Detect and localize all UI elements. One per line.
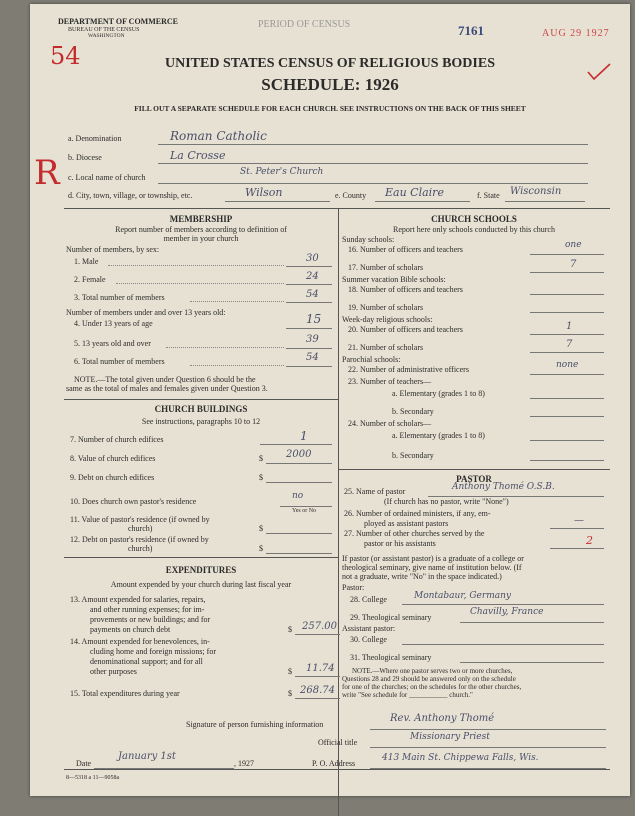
q9-label: 9. Debt on church edifices <box>70 473 155 482</box>
q10-hint: Yes or No <box>292 508 317 514</box>
q27-value: 2 <box>586 534 593 547</box>
margin-number: 54 <box>50 42 81 70</box>
q5-line <box>286 348 332 349</box>
q2-line <box>286 284 332 285</box>
q22-label: 22. Number of administrative officers <box>348 365 469 374</box>
church-name-value: St. Peter's Church <box>240 167 324 177</box>
q21-value: 7 <box>566 339 573 350</box>
address-label: P. O. Address <box>312 759 356 768</box>
q30-line <box>402 644 604 645</box>
q24a-line <box>530 440 604 441</box>
schools-bottom-rule <box>338 469 610 470</box>
q24a-label: a. Elementary (grades 1 to 8) <box>392 431 485 440</box>
q14-line-4: other purposes <box>90 667 137 676</box>
q28-line <box>402 604 604 605</box>
q13-value: 257.00 <box>302 621 337 632</box>
church-name-line <box>158 183 588 184</box>
q12-label-b: church) <box>128 544 153 553</box>
address-line <box>370 768 606 769</box>
q10-label: 10. Does church own pastor's residence <box>70 497 197 506</box>
q9-dollar: $ <box>259 473 263 482</box>
pastor-note-2: Questions 28 and 29 should be answered only on the schedule <box>342 675 516 683</box>
q11-label-a: 11. Value of pastor's residence (if owned by <box>70 515 210 524</box>
q14-dollar: $ <box>288 667 292 676</box>
pastor-note-1: NOTE.—Where one pastor serves two or more churches, <box>352 667 513 675</box>
q21-line <box>530 352 604 353</box>
weekday-schools-label: Week-day religious schools: <box>342 315 433 324</box>
denomination-value: Roman Catholic <box>170 129 267 143</box>
q1-value: 30 <box>306 253 319 264</box>
pastor-note-3: for one of the churches; on the schedules for the other churches, <box>342 683 522 691</box>
q13-line <box>295 634 340 635</box>
signature-line <box>370 729 606 730</box>
official-title-value: Missionary Priest <box>410 732 490 742</box>
membership-bottom-rule <box>64 399 338 400</box>
q25-label: 25. Name of pastor <box>344 487 406 496</box>
q5-label: 5. 13 years old and over <box>74 339 151 348</box>
signature-label: Signature of person furnishing information <box>186 720 324 729</box>
city-label: d. City, town, village, or township, etc. <box>68 191 193 200</box>
q19-label: 19. Number of scholars <box>348 303 424 312</box>
q12-dollar: $ <box>259 544 263 553</box>
q6-label: 6. Total number of members <box>74 357 165 366</box>
q25-value: Anthony Thomé O.S.B. <box>452 482 555 492</box>
department-name: DEPARTMENT OF COMMERCE <box>58 17 179 26</box>
census-form-sheet <box>30 4 630 796</box>
q7-line <box>260 444 332 445</box>
state-value: Wisconsin <box>510 186 562 197</box>
denomination-line <box>158 144 588 145</box>
diocese-label: b. Diocese <box>68 153 102 162</box>
q11-label-b: church) <box>128 524 153 533</box>
q8-line <box>266 463 332 464</box>
parochial-schools-label: Parochial schools: <box>342 355 401 364</box>
q6-value: 54 <box>306 352 319 363</box>
address-value: 413 Main St. Chippewa Falls, Wis. <box>382 753 539 763</box>
denomination-label: a. Denomination <box>68 134 122 143</box>
q20-label: 20. Number of officers and teachers <box>348 325 463 334</box>
q3-line <box>286 302 332 303</box>
assistant-sublabel: Assistant pastor: <box>342 624 396 633</box>
q11-dollar: $ <box>259 524 263 533</box>
q27-line <box>550 548 604 549</box>
expenditures-heading: EXPENDITURES <box>165 565 237 575</box>
q3-dots <box>190 301 284 302</box>
q31-label: 31. Theological seminary <box>350 653 432 662</box>
graduate-note-1: If pastor (or assistant pastor) is a graduate of a college or <box>342 554 524 563</box>
q26-line <box>550 528 604 529</box>
section-bottom-rule <box>64 769 610 770</box>
q3-label: 3. Total number of members <box>74 293 165 302</box>
q3-value: 54 <box>306 289 319 300</box>
q18-label: 18. Number of officers and teachers <box>348 285 463 294</box>
q4-line <box>286 328 332 329</box>
q15-value: 268.74 <box>300 685 335 696</box>
q15-line <box>295 698 340 699</box>
by-age-label: Number of members under and over 13 years old: <box>66 308 226 317</box>
state-label: f. State <box>477 191 500 200</box>
membership-intro-1: Report number of members according to definition of <box>115 225 287 234</box>
buildings-heading: CHURCH BUILDINGS <box>154 404 248 414</box>
church-name-label: c. Local name of church <box>68 173 146 182</box>
q19-line <box>530 312 604 313</box>
membership-note-1: NOTE.—The total given under Question 6 should be the <box>74 375 256 384</box>
q2-value: 24 <box>306 271 319 282</box>
section-top-rule <box>64 208 610 209</box>
q16-label: 16. Number of officers and teachers <box>348 245 463 254</box>
q14-line-1: 14. Amount expended for benevolences, in- <box>70 637 210 646</box>
county-line <box>375 201 470 202</box>
q1-line <box>286 266 332 267</box>
q13-line-3: provements or new buildings; and for <box>90 615 211 624</box>
q2-dots <box>116 283 284 284</box>
q26-label-b: ployed as assistant pastors <box>364 519 449 528</box>
q27-label-b: pastor or his assistants <box>364 539 436 548</box>
q21-label: 21. Number of scholars <box>348 343 424 352</box>
q14-line <box>295 676 340 677</box>
q11-line <box>266 533 332 534</box>
pastor-heading: PASTOR <box>456 474 492 484</box>
vacation-schools-label: Summer vacation Bible schools: <box>342 275 446 284</box>
received-date-stamp: AUG 29 1927 <box>542 28 610 39</box>
q2-label: 2. Female <box>74 275 106 284</box>
column-divider <box>338 208 339 816</box>
county-value: Eau Claire <box>385 186 444 199</box>
state-line <box>505 201 585 202</box>
q14-line-2: cluding home and foreign missions; for <box>90 647 216 656</box>
buildings-bottom-rule <box>64 557 338 558</box>
q22-line <box>530 374 604 375</box>
q13-line-4: payments on church debt <box>90 625 171 634</box>
graduate-note-3: not a graduate, write "No" in the space indicated.) <box>342 572 502 581</box>
q23b-label: b. Secondary <box>392 407 434 416</box>
q17-line <box>530 272 604 273</box>
q13-line-2: and other running expenses; for im- <box>90 605 205 614</box>
q13-dollar: $ <box>288 625 292 634</box>
date-year: , 1927 <box>234 759 254 768</box>
q24-label: 24. Number of scholars— <box>348 419 432 428</box>
q31-line <box>460 662 604 663</box>
q27-label-a: 27. Number of other churches served by the <box>344 529 485 538</box>
q9-line <box>266 482 332 483</box>
signature-value: Rev. Anthony Thomé <box>390 713 495 724</box>
watermark-text: PERIOD OF CENSUS <box>258 19 351 30</box>
q15-dollar: $ <box>288 689 292 698</box>
q8-label: 8. Value of church edifices <box>70 454 156 463</box>
q24b-label: b. Secondary <box>392 451 434 460</box>
schools-heading: CHURCH SCHOOLS <box>431 214 517 224</box>
q7-value: 1 <box>300 429 308 443</box>
diocese-line <box>158 163 588 164</box>
q6-dots <box>190 365 284 366</box>
q12-label-a: 12. Debt on pastor's residence (if owned by <box>70 535 209 544</box>
q4-label: 4. Under 13 years of age <box>74 319 153 328</box>
q17-label: 17. Number of scholars <box>348 263 424 272</box>
expenditures-sub: Amount expended by your church during last fiscal year <box>110 580 292 589</box>
sunday-schools-label: Sunday schools: <box>342 235 395 244</box>
membership-note-2: same as the total of males and females given under Question 3. <box>66 384 268 393</box>
q30-label: 30. College <box>350 635 387 644</box>
schools-sub: Report here only schools conducted by this church <box>393 225 555 234</box>
bureau-name: BUREAU OF THE CENSUS <box>68 27 140 33</box>
q18-line <box>530 294 604 295</box>
q4-value: 15 <box>306 312 322 326</box>
schedule-title: SCHEDULE: 1926 <box>261 75 399 94</box>
q8-value: 2000 <box>286 449 312 460</box>
q10-value: no <box>292 491 304 501</box>
q25-note: (If church has no pastor, write "None") <box>384 497 509 506</box>
q20-value: 1 <box>566 321 573 332</box>
by-sex-label: Number of members, by sex: <box>66 245 160 254</box>
membership-intro-2: member in your church <box>163 234 239 243</box>
q29-value: Chavilly, France <box>470 607 544 617</box>
q10-line <box>280 506 332 507</box>
county-label: e. County <box>335 191 367 200</box>
membership-heading: MEMBERSHIP <box>169 214 233 224</box>
q12-line <box>266 553 332 554</box>
date-value: January 1st <box>118 751 176 762</box>
q15-label: 15. Total expenditures during year <box>70 689 180 698</box>
q22-value: none <box>556 360 579 370</box>
form-footer: 8—5318 a 11—9058a <box>66 775 120 781</box>
q26-value: — <box>574 515 584 526</box>
q16-line <box>530 254 604 255</box>
q26-label-a: 26. Number of ordained ministers, if any, em- <box>344 509 491 518</box>
graduate-note-2: theological seminary, give name of institution below. (If <box>342 563 522 572</box>
pastor-sublabel: Pastor: <box>342 583 365 592</box>
q28-label: 28. College <box>350 595 387 604</box>
q1-label: 1. Male <box>74 257 99 266</box>
q20-line <box>530 334 604 335</box>
q23a-line <box>530 398 604 399</box>
instruction-line: FILL OUT A SEPARATE SCHEDULE FOR EACH CHURCH. SEE INSTRUCTIONS ON THE BACK OF THIS SHEET <box>134 104 526 113</box>
pastor-note-4: write "See schedule for ___________ church." <box>342 691 473 699</box>
q7-label: 7. Number of church edifices <box>70 435 164 444</box>
q1-dots <box>108 265 284 266</box>
q13-line-1: 13. Amount expended for salaries, repairs, <box>70 595 206 604</box>
q16-value: one <box>565 240 582 250</box>
q14-line-3: denominational support; and for all <box>90 657 203 666</box>
q29-label: 29. Theological seminary <box>350 613 432 622</box>
q28-value: Montabaur, Germany <box>414 591 511 601</box>
official-title-line <box>370 747 606 748</box>
q29-line <box>460 622 604 623</box>
bureau-city: WASHINGTON <box>88 33 125 39</box>
date-label: Date <box>76 759 92 768</box>
form-title: UNITED STATES CENSUS OF RELIGIOUS BODIES <box>164 56 495 71</box>
q23a-label: a. Elementary (grades 1 to 8) <box>392 389 485 398</box>
q8-dollar: $ <box>259 454 263 463</box>
form-number: 7161 <box>458 23 484 38</box>
q14-value: 11.74 <box>306 663 335 674</box>
city-value: Wilson <box>245 186 283 199</box>
q5-dots <box>166 347 284 348</box>
diocese-value: La Crosse <box>170 149 226 162</box>
city-line <box>225 201 330 202</box>
q6-line <box>286 366 332 367</box>
q24b-line <box>530 460 604 461</box>
q23-label: 23. Number of teachers— <box>348 377 432 386</box>
q23b-line <box>530 416 604 417</box>
q5-value: 39 <box>306 334 319 345</box>
q17-value: 7 <box>570 259 577 270</box>
date-line <box>94 768 234 769</box>
margin-letter: R <box>34 153 60 193</box>
official-title-label: Official title <box>318 738 358 747</box>
buildings-sub: See instructions, paragraphs 10 to 12 <box>141 417 261 426</box>
